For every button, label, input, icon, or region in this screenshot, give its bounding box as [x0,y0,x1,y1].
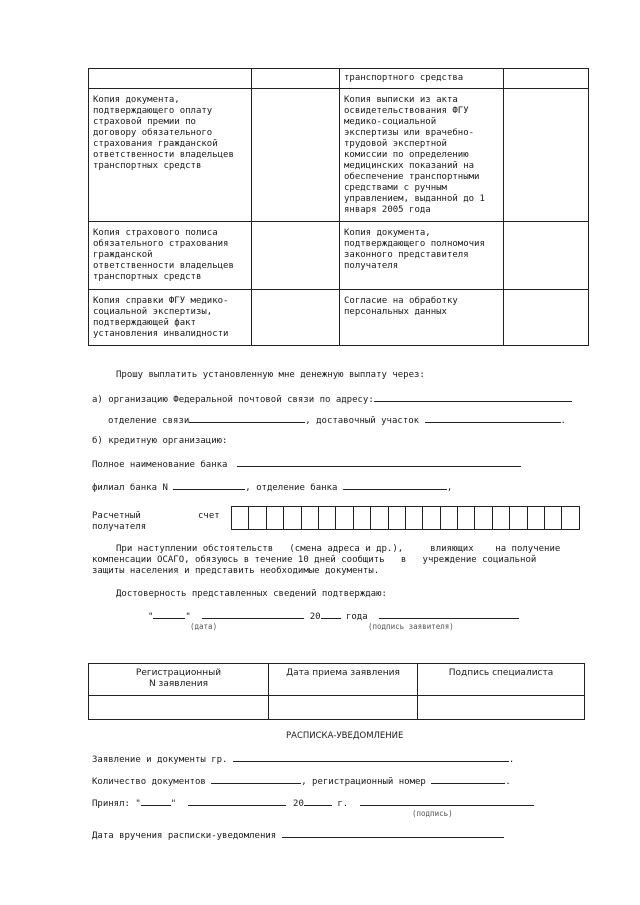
bank-branch-label: филиал банка N [92,483,168,493]
digit-box[interactable] [231,506,249,530]
table-cell [504,222,589,290]
delivery-area-label: , доставочный участок [305,416,420,426]
reg-number-label: , регистрационный номер [301,777,426,787]
bank-name-row [92,458,521,471]
payment-intro: Прошу выплатить установленную мне денежную выплату через: [116,370,425,380]
reception-date-cell[interactable] [269,696,418,720]
period: . [505,777,511,787]
digit-box[interactable] [561,506,579,530]
digit-box[interactable] [370,506,388,530]
table-cell [504,290,589,346]
digit-box[interactable] [474,506,492,530]
receipt-handover-row [92,829,504,842]
table-row [89,664,585,696]
option-b-label: б) кредитную организацию: [92,436,228,446]
quote: " [148,612,154,622]
digit-box[interactable] [301,506,319,530]
applicant-signature-field[interactable] [379,610,519,619]
receipt-count-row [92,775,511,788]
notice-line-1: При наступлении обстоятельств (смена адреса и др.), влияющих на получение [116,544,561,554]
applicant-name-field[interactable] [233,753,509,762]
comma: , [446,483,453,493]
registration-table [88,663,585,720]
table-cell [252,89,340,222]
receipt-applicant-label: Заявление и документы гр. [92,755,228,765]
table-row [89,69,589,89]
account-label-3: получателя [92,522,147,532]
accepted-signature-field[interactable] [360,797,534,806]
accepted-month-field[interactable] [188,797,286,806]
confirm-text: Достоверность представленных сведений подтверждаю: [116,589,387,599]
digit-box[interactable] [388,506,406,530]
date-caption: (дата) [190,622,218,631]
table-cell [252,290,340,346]
digit-box[interactable] [283,506,301,530]
digit-box[interactable] [318,506,336,530]
digit-box[interactable] [422,506,440,530]
doc-count-field[interactable] [211,775,301,784]
notice-line-3: защиты населения и представить необходимые документы. [92,566,380,576]
digit-box[interactable] [440,506,458,530]
table-cell: Копия документа, подтверждающего оплату страховой премии по договору обязательного страхования гражданской ответственности владельцев транспортных средств [89,89,252,222]
bank-name-label: Полное наименование банка [92,460,228,470]
post-office-row [108,414,566,427]
year-suffix: года [345,612,368,622]
reception-date-header: Дата приема заявления [269,664,418,696]
table-cell: Копия страхового полиса обязательного страхования гражданской ответственности владельцев транспортных средств [89,222,252,290]
table-row [89,89,589,222]
period: . [560,416,566,426]
handover-date-field[interactable] [282,829,504,838]
account-label-2: счет [198,511,220,521]
year-prefix: 20 [309,612,321,622]
digit-box[interactable] [492,506,510,530]
account-label-1: Расчетный [92,511,141,521]
address-field[interactable] [374,393,572,402]
receipt-accepted-row [92,797,534,810]
documents-table [88,68,589,346]
bank-office-field[interactable] [343,481,447,490]
notice-line-2: компенсации ОСАГО, обязуюсь в течение 10 дней сообщить в учреждение социальной [92,555,537,565]
table-cell: Согласие на обработку персональных данных [340,290,504,346]
table-cell: Копия документа, подтверждающего полномочия законного представителя получателя [340,222,504,290]
table-cell [504,69,589,89]
table-row [89,696,585,720]
option-a-label: а) организацию Федеральной почтовой связи по адресу: [92,395,374,405]
quote: " [185,612,191,622]
accepted-label: Принял: " [92,799,141,809]
day-field[interactable] [153,610,185,619]
digit-box[interactable] [527,506,545,530]
year-prefix: 20 [293,799,304,809]
digit-box[interactable] [509,506,527,530]
period: . [508,755,515,765]
table-row [89,222,589,290]
table-row [89,290,589,346]
bank-office-label: , отделение банка [245,483,338,493]
year-suffix: г. [337,799,349,809]
table-cell: Копия справки ФГУ медико- социальной экспертизы, подтверждающей факт установления инвалидности [89,290,252,346]
table-cell [504,89,589,222]
post-office-label: отделение связи [108,416,190,426]
receipt-title: РАСПИСКА-УВЕДОМЛЕНИЕ [286,731,404,741]
digit-box[interactable] [335,506,353,530]
month-field[interactable] [202,610,304,619]
reg-number-cell[interactable] [89,696,269,720]
bank-branch-field[interactable] [173,481,245,490]
digit-box[interactable] [353,506,371,530]
accepted-day-field[interactable] [141,797,171,806]
bank-branch-row [92,481,452,494]
option-a-row [92,393,572,406]
quote: " [170,799,177,809]
year-field[interactable] [321,610,341,619]
specialist-signature-cell[interactable] [418,696,585,720]
post-office-field[interactable] [189,414,305,423]
specialist-signature-header: Подпись специалиста [418,664,585,696]
table-cell: Копия выписки из акта освидетельствования ФГУ медико-социальной экспертизы или врачебно- трудовой экспертной комиссии по определению медицинских показаний на обеспечение транспортными средствами с ручным управлением, выданной до 1 января 2005 года [340,89,504,222]
digit-box[interactable] [266,506,284,530]
reg-number-field[interactable] [431,775,505,784]
account-number-boxes[interactable] [232,506,580,530]
digit-box[interactable] [544,506,562,530]
reg-number-header: Регистрационный N заявления [89,664,269,696]
doc-count-label: Количество документов [92,777,206,787]
digit-box[interactable] [248,506,266,530]
table-cell [252,69,340,89]
table-cell [89,69,252,89]
table-cell [252,222,340,290]
signature-caption: (подпись заявителя) [368,622,454,631]
handover-date-label: Дата вручения расписки-уведомления [92,831,277,841]
delivery-area-field[interactable] [425,414,561,423]
digit-box[interactable] [405,506,423,530]
digit-box[interactable] [457,506,475,530]
receipt-signature-caption: (подпись) [412,809,453,818]
table-cell: транспортного средства [340,69,504,89]
bank-name-field[interactable] [237,458,521,467]
receipt-applicant-row [92,753,514,766]
accepted-year-field[interactable] [304,797,332,806]
